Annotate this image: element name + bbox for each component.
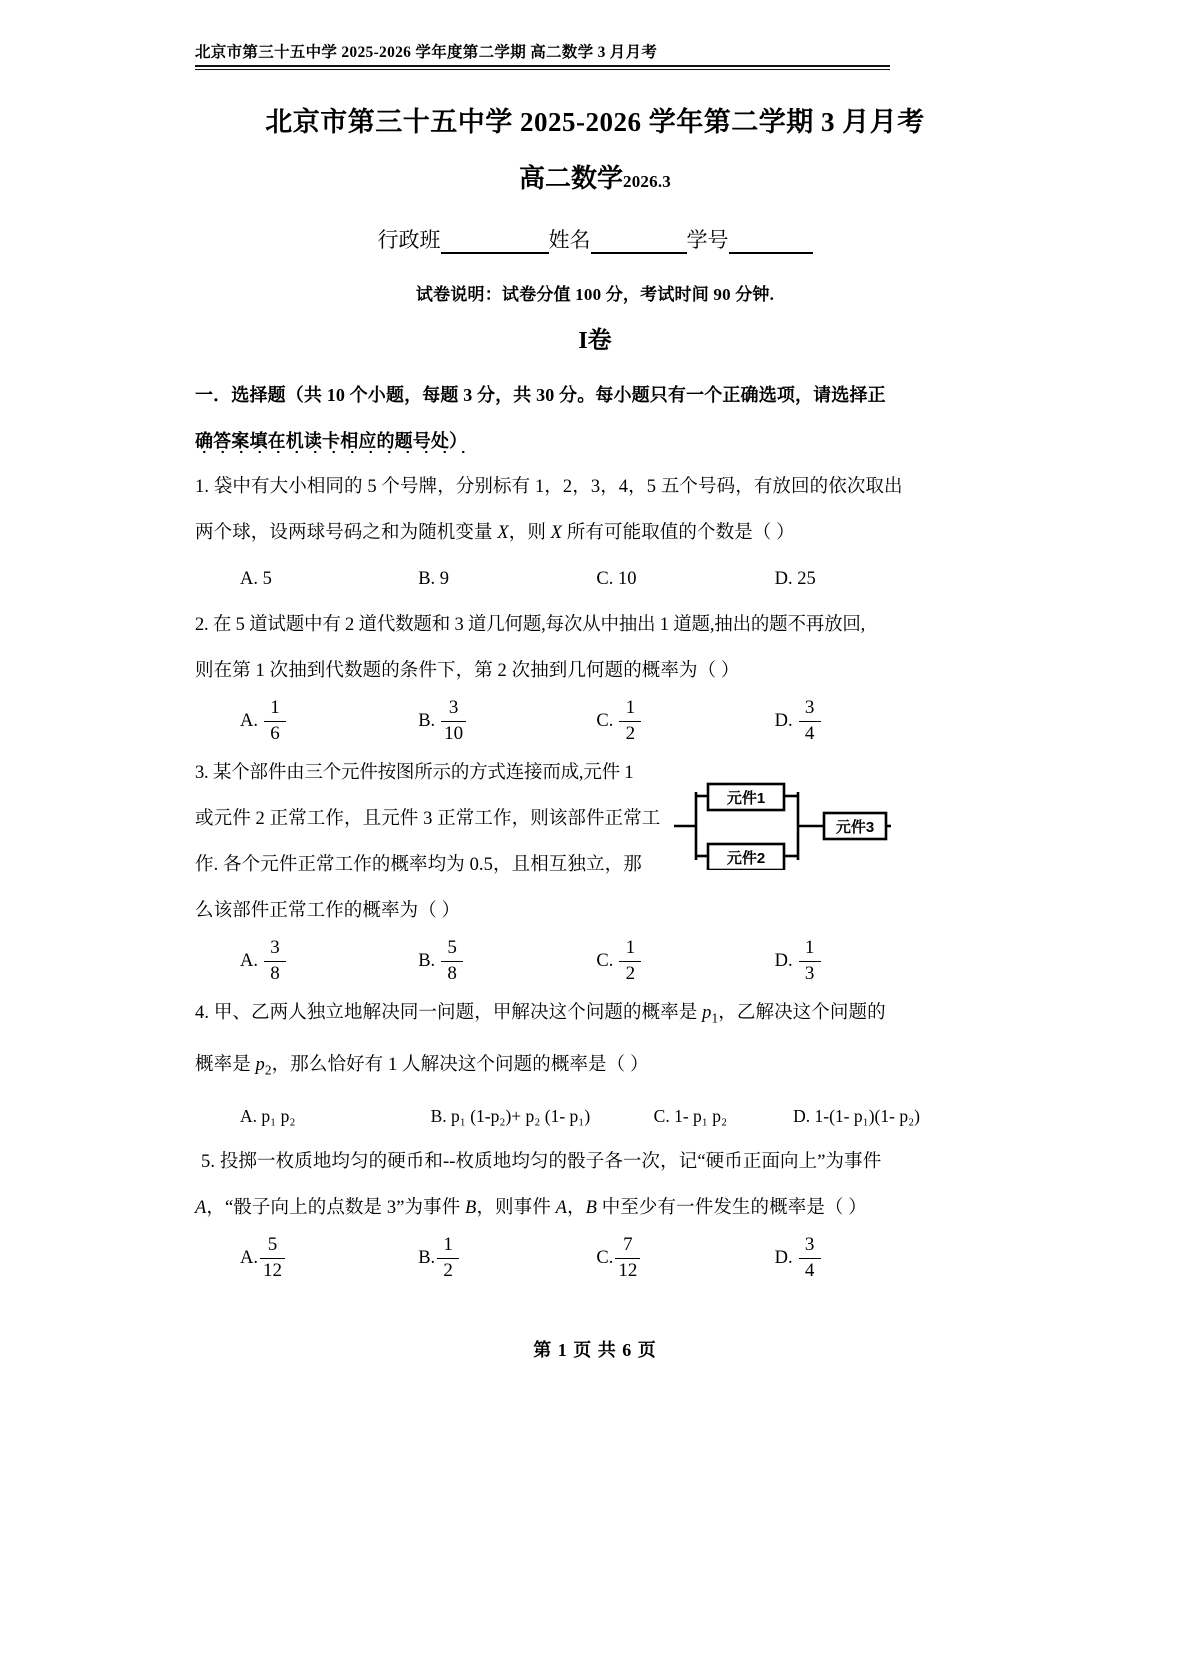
circuit-box3-label: 元件3 [835, 819, 875, 836]
option-4-a[interactable]: A. p₁ p₂ [240, 1106, 296, 1127]
option-2-d[interactable]: D. $\frac{3}{4}$ [775, 698, 920, 744]
q4-variable-p1: p [702, 1003, 712, 1024]
question-4-line2 [195, 1042, 920, 1094]
option-5-c[interactable]: C. $\frac{7}{12}$ [596, 1235, 774, 1281]
paper-part-heading: I卷 [578, 328, 612, 354]
id-label: 学号 [686, 228, 729, 252]
q4-variable-p2: p [255, 1054, 265, 1075]
fraction-bar [799, 1258, 821, 1259]
q5-event-a1: A [195, 1198, 207, 1219]
fraction-bar [264, 961, 286, 962]
class-blank[interactable] [441, 233, 549, 254]
option-3-a[interactable]: A. $\frac{3}{8}$ [240, 938, 418, 984]
option-3-b[interactable]: B. $\frac{5}{8}$ [418, 938, 596, 984]
fraction-2-b: $\frac{3}{10}$ [441, 698, 466, 744]
question-5-line1: 投掷一枚质地均匀的硬币和--枚质地均匀的骰子各一次，记“硬币正面向上”为事件 [219, 1152, 882, 1173]
option-2-c[interactable]: C. $\frac{1}{2}$ [596, 698, 774, 744]
q1-text-b: ，则 [508, 523, 551, 543]
option-2-b[interactable]: B. $\frac{3}{10}$ [418, 698, 596, 744]
running-header-text: 北京市第三十五中学 2025-2026 学年度第二学期 高二数学 3 月月考 [195, 44, 658, 61]
q5-event-b1: B [465, 1198, 477, 1219]
option-5-b[interactable]: B. $\frac{1}{2}$ [418, 1235, 596, 1281]
q5-text-a: ，“骰子向上的点数是 3”为事件 [206, 1198, 466, 1219]
question-1-number: 1. [195, 477, 210, 497]
fraction-3-d: $\frac{1}{3}$ [799, 938, 821, 984]
q5-text-d: 中至少有一件发生的概率是（ ） [597, 1198, 867, 1219]
question-5 [195, 1139, 920, 1185]
option-1-b[interactable]: B. 9 [418, 569, 450, 589]
fraction-5-c: $\frac{7}{12}$ [615, 1235, 640, 1281]
fraction-bar [441, 961, 463, 962]
question-2-number: 2. [195, 615, 209, 635]
fraction-bar [799, 961, 821, 962]
fraction-bar [264, 721, 286, 722]
page-footer: 第 1 页 共 6 页 [533, 1340, 657, 1360]
option-4-b[interactable]: B. p₁ (1-p₂)+ p₂ (1- p₁) [430, 1106, 591, 1127]
fraction-bar [260, 1258, 285, 1259]
question-3-line1: 某个部件由三个元件按图所示的方式连接而成,元件 1 [212, 763, 634, 784]
section-heading-line1-tail: 请选择正 [813, 385, 886, 405]
option-5-d[interactable]: D. $\frac{3}{4}$ [775, 1235, 920, 1281]
fraction-3-b: $\frac{5}{8}$ [441, 938, 463, 984]
q1-text-c: 所有可能取值的个数是（ ） [562, 523, 795, 543]
option-1-c[interactable]: C. 10 [596, 569, 637, 589]
fraction-2-c: $\frac{1}{2}$ [619, 698, 641, 744]
fraction-bar [619, 961, 641, 962]
fraction-bar [619, 721, 641, 722]
page-title: 北京市第三十五中学 2025-2026 学年第二学期 3 月月考 [265, 107, 925, 137]
section-heading [195, 372, 920, 418]
exam-note: 试卷说明：试卷分值 100 分，考试时间 90 分钟. [415, 285, 775, 304]
question-1-line2 [195, 510, 920, 556]
option-1-d[interactable]: D. 25 [774, 569, 816, 589]
question-5-line2 [195, 1185, 920, 1231]
circuit-box1-label: 元件1 [726, 790, 766, 807]
page-subtitle [0, 158, 1190, 195]
q5-text-b: ，则事件 [476, 1198, 556, 1219]
option-3-c[interactable]: C. $\frac{1}{2}$ [596, 938, 774, 984]
option-4-c[interactable]: C. 1- p₁ p₂ [653, 1106, 728, 1127]
option-1-a[interactable]: A. 5 [240, 569, 272, 589]
question-4 [195, 990, 920, 1042]
fraction-5-d: $\frac{3}{4}$ [799, 1235, 821, 1281]
exam-date: 2026.3 [623, 172, 671, 191]
question-3-line4: 么该部件正常工作的概率为（ ） [195, 901, 461, 922]
question-1-options [195, 556, 920, 602]
fraction-2-a: $\frac{1}{6}$ [264, 698, 286, 744]
fraction-2-d: $\frac{3}{4}$ [799, 698, 821, 744]
fraction-bar [615, 1258, 640, 1259]
question-2-line1: 在 5 道试题中有 2 道代数题和 3 道几何题,每次从中抽出 1 道题,抽出的题不再放回, [212, 615, 866, 635]
fraction-5-b: $\frac{1}{2}$ [437, 1235, 459, 1281]
question-3-options [195, 938, 920, 984]
q4-text-d: ，那么恰好有 1 人解决这个问题的概率是（ ） [271, 1054, 649, 1075]
question-4-number: 4. [195, 1003, 210, 1024]
question-3-line3: 作. 各个元件正常工作的概率均为 0.5，且相互独立，那 [195, 855, 642, 876]
q5-event-a2: A [555, 1198, 567, 1219]
option-4-d[interactable]: D. 1-(1- p₁)(1- p₂) [793, 1106, 920, 1127]
section-heading-line1: 一．选择题（共 10 个小题，每题 3 分，共 30 分。每小题只有一个正确选项， [195, 385, 814, 405]
question-5-options [195, 1235, 920, 1281]
circuit-diagram [672, 782, 892, 870]
q4-text-a: 甲、乙两人独立地解决同一问题，甲解决这个问题的概率是 [213, 1003, 703, 1024]
circuit-box2-label: 元件2 [726, 850, 766, 867]
question-2-line2: 则在第 1 次抽到代数题的条件下，第 2 次抽到几何题的概率为（ ） [195, 661, 740, 681]
question-1 [195, 464, 920, 510]
q4-text-b: ，乙解决这个问题的 [718, 1003, 886, 1024]
id-blank[interactable] [729, 233, 813, 254]
name-blank[interactable] [591, 233, 687, 254]
running-header [195, 40, 890, 70]
fraction-bar [441, 721, 466, 722]
class-label: 行政班 [377, 228, 441, 252]
question-3-line2: 或元件 2 正常工作，且元件 3 正常工作，则该部件正常工 [195, 809, 661, 830]
q1-variable-x1: X [497, 523, 509, 543]
subject-label: 高二数学 [519, 164, 624, 193]
fraction-5-a: $\frac{5}{12}$ [260, 1235, 285, 1281]
fraction-3-c: $\frac{1}{2}$ [619, 938, 641, 984]
question-3-number: 3. [195, 763, 209, 784]
q1-text-a: 两个球，设两球号码之和为随机变量 [195, 523, 498, 543]
option-2-a[interactable]: A. $\frac{1}{6}$ [240, 698, 418, 744]
q5-text-c: ， [566, 1198, 586, 1219]
student-fields [0, 224, 1190, 254]
fraction-bar [437, 1258, 459, 1259]
fraction-bar [799, 721, 821, 722]
q4-sub-1: 1 [711, 1010, 719, 1026]
question-2-options [195, 698, 920, 744]
name-label: 姓名 [548, 228, 591, 252]
question-5-number: 5. [201, 1152, 216, 1173]
q4-sub-2: 2 [264, 1062, 272, 1078]
option-5-a[interactable]: A. $\frac{5}{12}$ [240, 1235, 418, 1281]
question-4-options [195, 1093, 920, 1139]
q4-text-c: 概率是 [195, 1054, 256, 1075]
section-heading-line2-wrap [195, 418, 920, 464]
q1-variable-x2: X [550, 523, 563, 543]
question-2 [195, 602, 920, 648]
option-3-d[interactable]: D. $\frac{1}{3}$ [775, 938, 920, 984]
question-1-line1: 袋中有大小相同的 5 个号牌，分别标有 1，2，3，4，5 五个号码，有放回的依次取出 [213, 477, 903, 497]
q5-event-b2: B [585, 1198, 597, 1219]
fraction-3-a: $\frac{3}{8}$ [264, 938, 286, 984]
section-heading-line2: 确答案填在机读卡相应的题号处） [195, 431, 467, 456]
header-rule [195, 65, 890, 70]
